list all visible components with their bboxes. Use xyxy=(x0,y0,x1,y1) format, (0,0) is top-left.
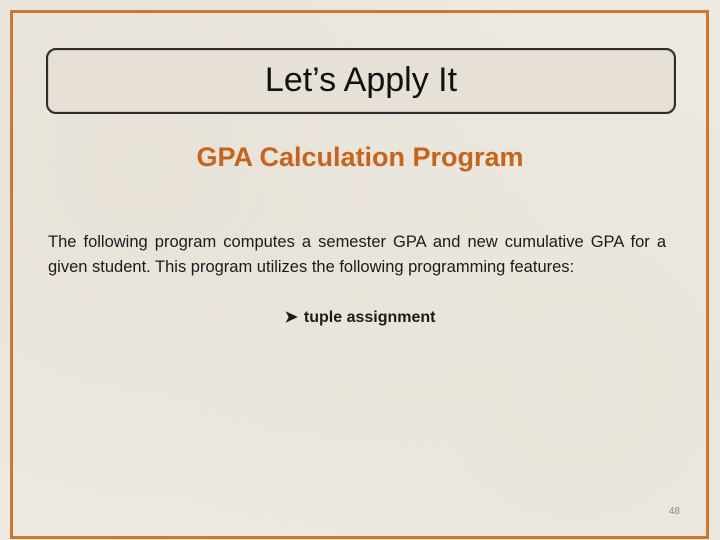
bullet-text: tuple assignment xyxy=(303,309,436,326)
slide-subtitle: GPA Calculation Program xyxy=(196,142,524,172)
title-box xyxy=(46,48,676,114)
slide-number: 48 xyxy=(668,506,680,517)
arrow-bullet-icon: ➤ xyxy=(284,309,298,326)
body-paragraph: The following program computes a semester GPA and new cumulative GPA for a given student. This program utilizes the following programming features: xyxy=(48,233,666,276)
bullet-item xyxy=(0,306,720,330)
slide-title: Let’s Apply It xyxy=(264,61,458,99)
